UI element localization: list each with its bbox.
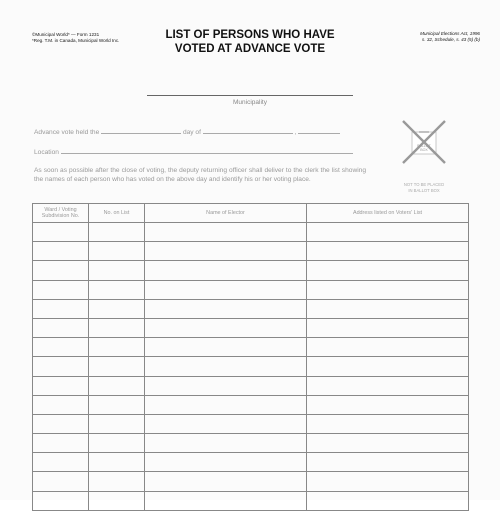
table-row [33,338,469,357]
column-header-list-number: No. on List [89,204,145,223]
ballot-label-line-2: BOX [420,148,428,152]
list-number-cell[interactable] [89,414,145,433]
ward-cell[interactable] [33,357,89,376]
address-cell[interactable] [307,453,469,472]
ballot-label-line-1: BALLOT [417,144,431,148]
publisher-line-2: *Reg. T.M. in Canada, Municipal World Inc. [32,38,120,43]
address-cell[interactable] [307,434,469,453]
address-cell[interactable] [307,223,469,242]
elector-name-cell[interactable] [145,280,307,299]
table-row [33,395,469,414]
list-number-cell[interactable] [89,223,145,242]
address-cell[interactable] [307,414,469,433]
ward-cell[interactable] [33,261,89,280]
table-row [33,261,469,280]
address-cell[interactable] [307,242,469,261]
advance-vote-month-field[interactable] [203,127,293,134]
address-cell[interactable] [307,491,469,510]
table-row [33,299,469,318]
address-cell[interactable] [307,338,469,357]
ward-cell[interactable] [33,280,89,299]
table-row [33,223,469,242]
comma-separator: , [294,129,297,136]
table-row [33,376,469,395]
ballot-box-caption [394,182,454,193]
list-number-cell[interactable] [89,261,145,280]
elector-name-cell[interactable] [145,242,307,261]
form-title [130,28,370,56]
ward-cell[interactable] [33,453,89,472]
address-cell[interactable] [307,472,469,491]
address-cell[interactable] [307,299,469,318]
ward-cell[interactable] [33,376,89,395]
publisher-line-1: ©Municipal World* — Form 1231 [32,32,100,37]
municipality-field[interactable] [147,95,353,96]
column-header-address: Address listed on Voters' List [307,204,469,223]
ward-cell[interactable] [33,395,89,414]
elector-name-cell[interactable] [145,223,307,242]
advance-vote-row [34,127,340,136]
title-line-2: VOTED AT ADVANCE VOTE [174,43,326,55]
municipality-label: Municipality [233,99,267,106]
day-of-label: day of [182,129,201,136]
advance-vote-label: Advance vote held the [34,129,100,136]
address-cell[interactable] [307,318,469,337]
ballot-caption-line-1: NOT TO BE PLACED [403,182,445,187]
elector-name-cell[interactable] [145,357,307,376]
list-number-cell[interactable] [89,472,145,491]
list-number-cell[interactable] [89,376,145,395]
ballot-caption-line-2: IN BALLOT BOX [408,187,440,193]
statute-reference [420,31,480,43]
ward-cell[interactable] [33,242,89,261]
list-number-cell[interactable] [89,242,145,261]
address-cell[interactable] [307,261,469,280]
list-number-cell[interactable] [89,491,145,510]
statute-line-1: Municipal Elections Act, 1996 [420,31,480,36]
column-header-elector-name: Name of Elector [145,204,307,223]
list-number-cell[interactable] [89,280,145,299]
table-row [33,357,469,376]
list-number-cell[interactable] [89,338,145,357]
table-row [33,280,469,299]
elector-name-cell[interactable] [145,318,307,337]
location-field[interactable] [61,147,353,154]
elector-name-cell[interactable] [145,453,307,472]
table-header-row [33,204,469,223]
ward-cell[interactable] [33,434,89,453]
ward-cell[interactable] [33,472,89,491]
list-number-cell[interactable] [89,357,145,376]
elector-name-cell[interactable] [145,434,307,453]
location-label: Location [34,149,59,156]
ward-cell[interactable] [33,318,89,337]
table-row [33,318,469,337]
elector-name-cell[interactable] [145,376,307,395]
list-number-cell[interactable] [89,453,145,472]
list-number-cell[interactable] [89,434,145,453]
elector-name-cell[interactable] [145,261,307,280]
elector-name-cell[interactable] [145,395,307,414]
elector-name-cell[interactable] [145,491,307,510]
table-row [33,434,469,453]
advance-vote-day-field[interactable] [101,127,181,134]
advance-vote-year-field[interactable] [298,127,340,134]
address-cell[interactable] [307,395,469,414]
location-row [34,147,353,156]
title-line-1: LIST OF PERSONS WHO HAVE [165,29,335,41]
ballot-box-icon [402,120,446,164]
ward-cell[interactable] [33,299,89,318]
ward-cell[interactable] [33,414,89,433]
form-publisher-note [32,32,119,44]
elector-name-cell[interactable] [145,299,307,318]
elector-name-cell[interactable] [145,338,307,357]
ward-cell[interactable] [33,223,89,242]
table-body [33,223,469,511]
list-number-cell[interactable] [89,395,145,414]
ward-cell[interactable] [33,491,89,510]
address-cell[interactable] [307,376,469,395]
list-number-cell[interactable] [89,318,145,337]
address-cell[interactable] [307,280,469,299]
statute-line-2: s. 32, Schedule, s. 43 (5) (b) [422,37,480,42]
elector-name-cell[interactable] [145,414,307,433]
table-row [33,491,469,510]
list-number-cell[interactable] [89,299,145,318]
elector-name-cell[interactable] [145,472,307,491]
ward-cell[interactable] [33,338,89,357]
instructions-text: As soon as possible after the close of voting, the deputy returning officer shall deliver to the clerk the list showing the names of each person who has voted on the above day and identify his or her voting place. [34,167,366,183]
table-row [33,472,469,491]
table-row [33,414,469,433]
table-row [33,453,469,472]
table-row [33,242,469,261]
voters-table [32,203,469,511]
address-cell[interactable] [307,357,469,376]
column-header-ward: Ward / Voting Subdivision No. [33,204,89,223]
